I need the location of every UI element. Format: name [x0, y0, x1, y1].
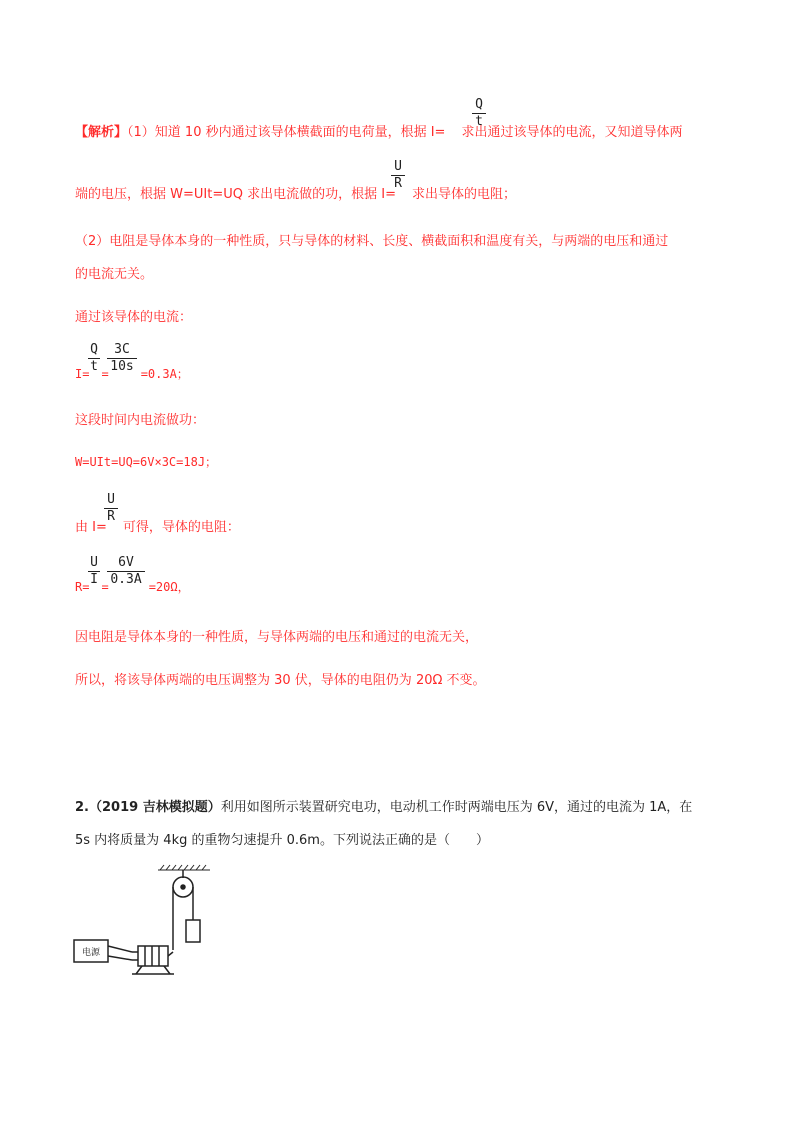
fraction-l8-u-over-r: U R	[104, 493, 118, 524]
weight-block	[186, 920, 200, 942]
fraction-q-over-t: Q t	[472, 98, 486, 129]
analysis-line-10: 所以，将该导体两端的电压调整为 30 伏，导体的电阻仍为 20Ω 不变。	[75, 673, 486, 688]
ceiling	[158, 865, 210, 870]
fraction-u-over-r: U R	[391, 160, 405, 191]
fraction-eq1-q-over-t: Q t	[88, 343, 100, 374]
analysis-line-5: 通过该导体的电流：	[75, 310, 193, 325]
equation-resistance: R= = =20Ω，	[75, 580, 190, 594]
analysis-line-6: 这段时间内电流做功：	[75, 413, 206, 428]
analysis-line-1: 【解析】（1）知道 10 秒内通过该导体横截面的电荷量，根据 I= 求出通过该导体的电流，又知道导体两	[75, 125, 683, 140]
analysis-tag: 【解析】	[75, 125, 128, 140]
power-supply-label: 电源	[81, 948, 101, 958]
analysis-line-9: 因电阻是导体本身的一种性质，与导体两端的电压和通过的电流无关，	[75, 630, 479, 645]
equation-current: I= = =0.3A；	[75, 367, 189, 381]
question-source: （2019 吉林模拟题）	[88, 800, 221, 815]
fraction-eq1-3c-over-10s: 3C 10s	[107, 343, 137, 374]
question-line-2: 5s 内将质量为 4kg 的重物匀速提升 0.6m。下列说法正确的是（ ）	[75, 833, 489, 848]
motor	[132, 946, 174, 974]
fraction-eq2-6v-over-03a: 6V 0.3A	[107, 556, 145, 587]
analysis-line-7: W=UIt=UQ=6V×3C=18J；	[75, 455, 218, 469]
fraction-eq2-u-over-i: U I	[88, 556, 100, 587]
question-number: 2.	[75, 800, 89, 815]
motor-pulley-figure	[70, 860, 230, 990]
analysis-line-4: 的电流无关。	[75, 267, 154, 282]
analysis-line-8: 由 I= 可得，导体的电阻：	[75, 520, 240, 535]
pulley	[173, 870, 193, 897]
question-line-1: 2.（2019 吉林模拟题）利用如图所示装置研究电功，电动机工作时两端电压为 6V，通过的电流为 1A，在	[75, 800, 693, 815]
analysis-line-3: （2）电阻是导体本身的一种性质，只与导体的材料、长度、横截面积和温度有关，与两端的电压和通过	[75, 234, 669, 249]
analysis-line-2: 端的电压，根据 W=UIt=UQ 求出电流做的功，根据 I= 求出导体的电阻；	[75, 187, 516, 202]
